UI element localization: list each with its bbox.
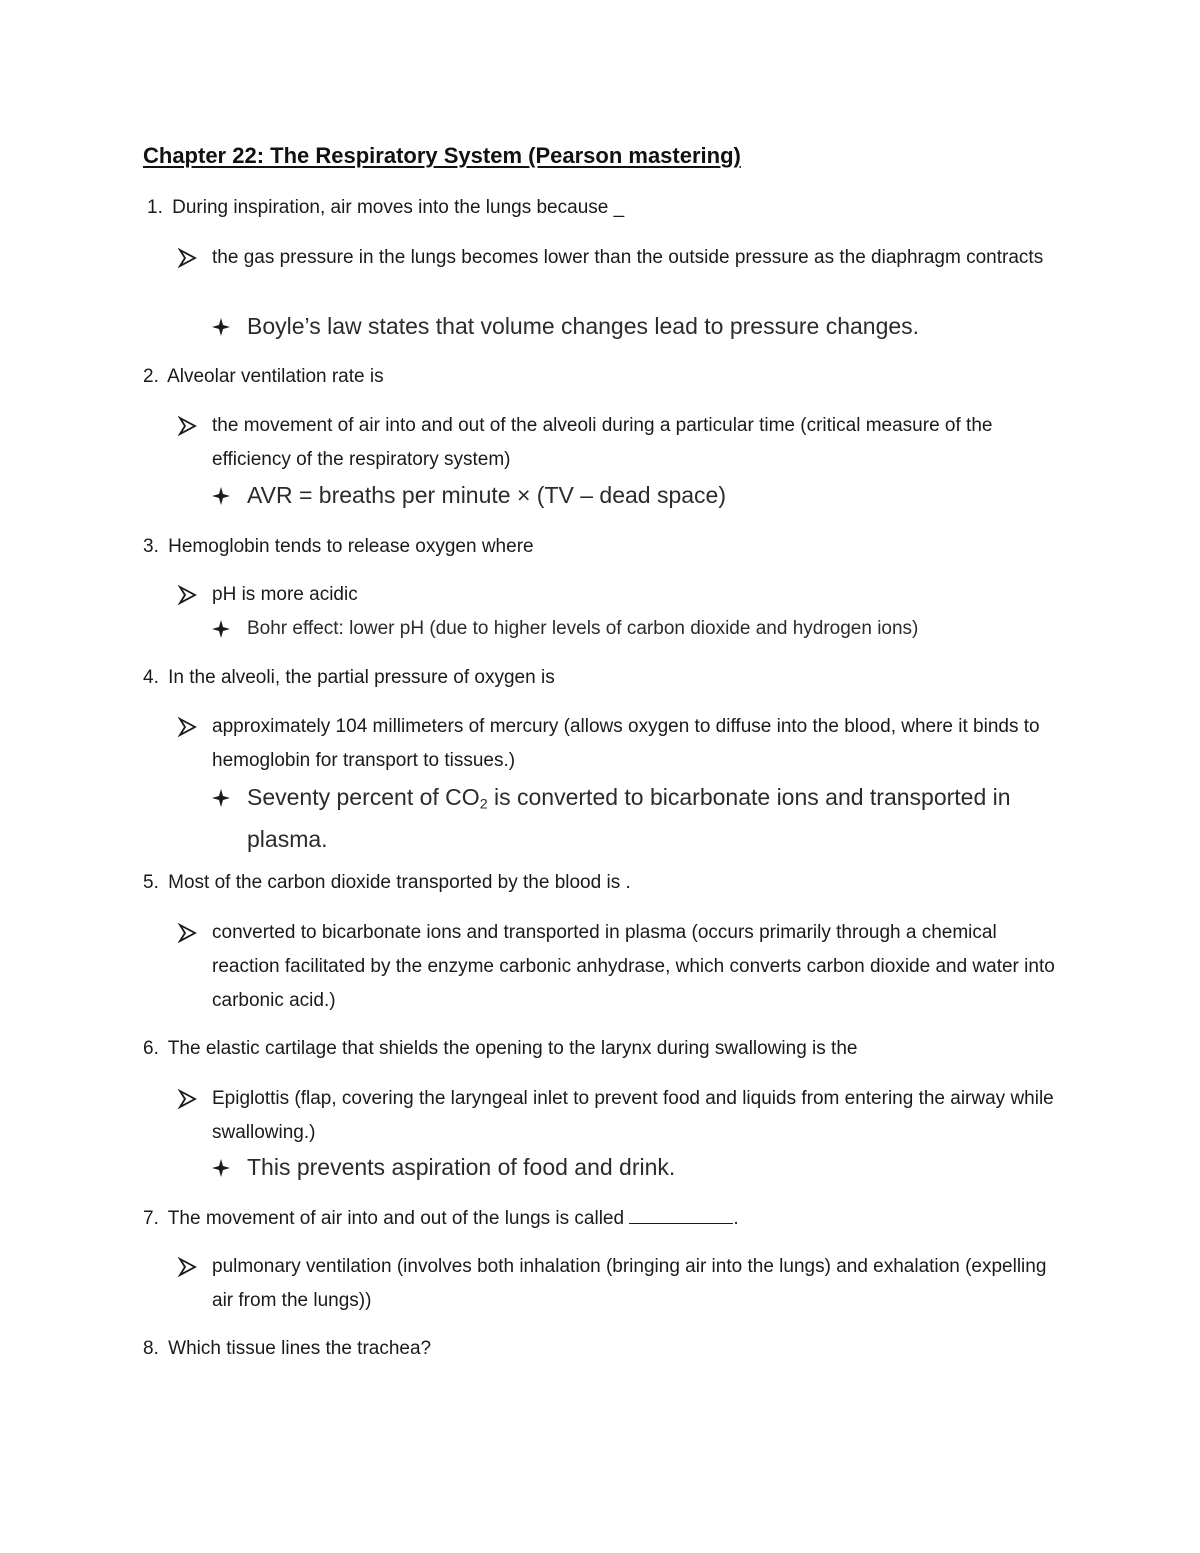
note-text: Seventy percent of $CO_2$ is converted to bicarbonate ions and transported in plasma. [247, 784, 1011, 852]
arrowhead-bullet-icon [178, 409, 198, 443]
question-number: 5. [143, 872, 159, 893]
arrowhead-bullet-icon [178, 1250, 198, 1284]
note-text: This prevents aspiration of food and drink. [247, 1154, 676, 1180]
arrowhead-bullet-icon [178, 1082, 198, 1116]
answer-1 [178, 241, 1058, 275]
diamond-bullet-icon [212, 487, 230, 505]
note-4 [212, 780, 1058, 856]
diamond-bullet-icon [212, 620, 230, 638]
note-text: AVR = breaths per minute × (TV – dead space) [247, 482, 726, 508]
answer-text: approximately 104 millimeters of mercury (allows oxygen to diffuse into the blood, where it binds to hemoglobin for transport to tissues.) [212, 716, 1040, 771]
question-number: 8. [143, 1338, 159, 1359]
question-text: Which tissue lines the trachea? [168, 1338, 432, 1359]
question-number: 2. [143, 366, 159, 387]
note-2 [212, 478, 1058, 512]
answer-7 [178, 1250, 1058, 1318]
page-title: Chapter 22: The Respiratory System (Pearson mastering) [143, 143, 741, 168]
arrowhead-bullet-icon [178, 578, 198, 612]
question-2 [143, 366, 384, 388]
note-6 [212, 1150, 1058, 1184]
question-3 [143, 536, 534, 558]
question-text: During inspiration, air moves into the lungs because _ [172, 197, 625, 218]
answer-text: converted to bicarbonate ions and transported in plasma (occurs primarily through a chemical reaction facilitated by the enzyme carbonic anhydrase, which converts carbon dioxide and water into carbonic acid.) [212, 922, 1055, 1011]
question-text: In the alveoli, the partial pressure of oxygen is [168, 667, 555, 688]
diamond-bullet-icon [212, 1159, 230, 1177]
diamond-bullet-icon [212, 789, 230, 807]
arrowhead-bullet-icon [178, 241, 198, 275]
note-text: Bohr effect: lower pH (due to higher levels of carbon dioxide and hydrogen ions) [247, 618, 919, 639]
question-number: 4. [143, 667, 159, 688]
arrowhead-bullet-icon [178, 710, 198, 744]
answer-3 [178, 578, 1058, 612]
answer-text: pulmonary ventilation (involves both inhalation (bringing air into the lungs) and exhalation (expelling air from the lungs)) [212, 1256, 1047, 1311]
answer-blank [629, 1207, 733, 1224]
question-end: . [733, 1208, 739, 1229]
answer-6 [178, 1082, 1058, 1150]
question-7 [143, 1207, 739, 1230]
question-4 [143, 667, 555, 689]
question-text: The movement of air into and out of the lungs is called [167, 1208, 625, 1229]
diamond-bullet-icon [212, 318, 230, 336]
answer-5 [178, 916, 1058, 1018]
note-text: Boyle’s law states that volume changes lead to pressure changes. [247, 313, 920, 339]
note-3 [212, 612, 1058, 646]
answer-text: the gas pressure in the lungs becomes lower than the outside pressure as the diaphragm contracts [212, 247, 1044, 268]
answer-text: the movement of air into and out of the alveoli during a particular time (critical measure of the efficiency of the respiratory system) [212, 415, 993, 470]
question-8 [143, 1338, 431, 1360]
question-6 [143, 1038, 857, 1060]
answer-4 [178, 710, 1058, 778]
question-number: 6. [143, 1038, 159, 1059]
question-text: Alveolar ventilation rate is [167, 366, 384, 387]
question-text: Most of the carbon dioxide transported by the blood is . [168, 872, 631, 893]
answer-2 [178, 409, 1058, 477]
answer-text: Epiglottis (flap, covering the laryngeal inlet to prevent food and liquids from entering the airway while swallowing.) [212, 1088, 1054, 1143]
question-number: 7. [143, 1208, 159, 1229]
answer-text: pH is more acidic [212, 584, 358, 605]
question-text: Hemoglobin tends to release oxygen where [168, 536, 534, 557]
question-number: 3. [143, 536, 159, 557]
note-1 [212, 309, 1058, 343]
question-5 [143, 872, 631, 894]
question-number: 1. [147, 197, 163, 218]
question-text: The elastic cartilage that shields the opening to the larynx during swallowing is the [167, 1038, 858, 1059]
question-1 [147, 197, 624, 219]
arrowhead-bullet-icon [178, 916, 198, 950]
